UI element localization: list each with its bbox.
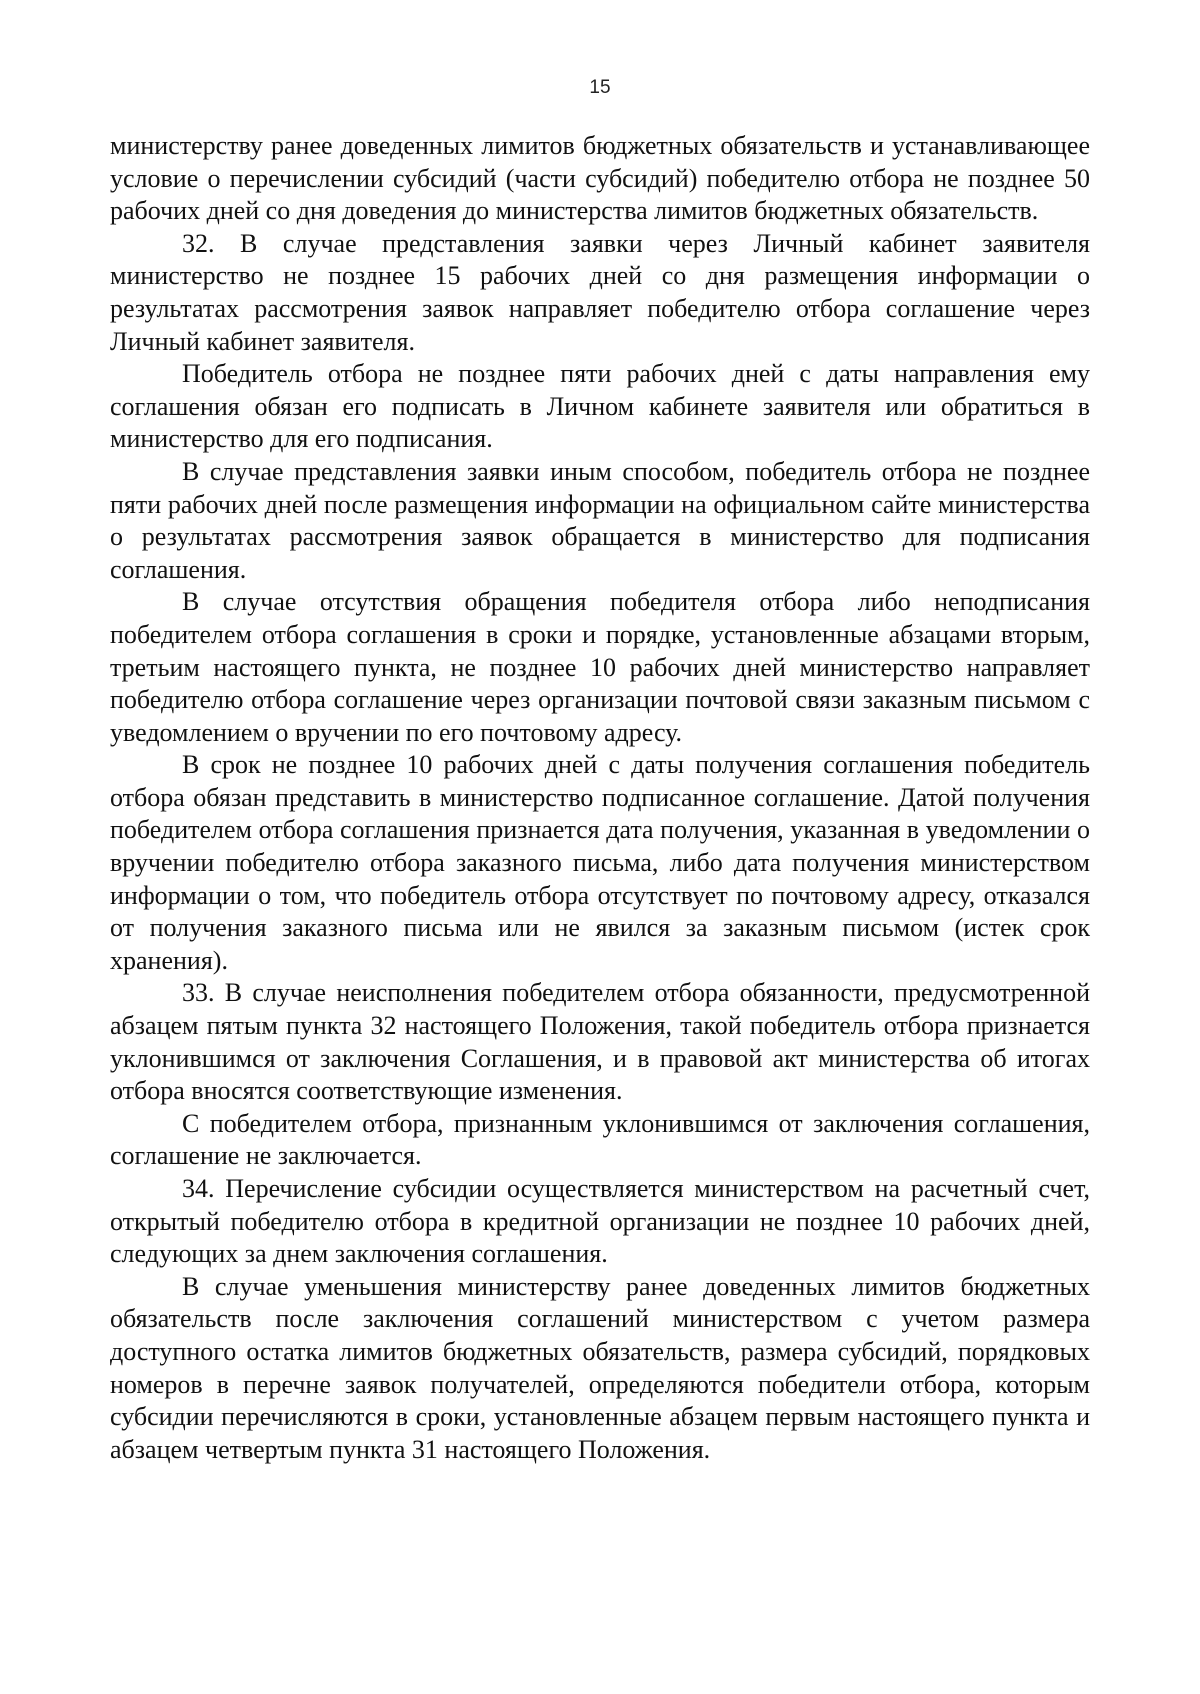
page-number: 15 xyxy=(589,77,611,98)
paragraph-continuation: министерству ранее доведенных лимитов бюджетных обязательств и устанавливающее условие о перечислении субсидий (части субсидий) победителю отбора не позднее 50 рабочих дней со дня доведения до министерства лимитов бюджетных обязательств. xyxy=(110,131,1090,226)
paragraph-item-33: 33. В случае неисполнения победителем отбора обязанности, предусмотренной абзацем пятым пункта 32 настоящего Положения, такой победитель отбора признается уклонившимся от заключения Соглашения, и в правовой акт министерства об итогах отбора вносятся соответствующие изменения. xyxy=(110,978,1090,1106)
paragraph-signing-deadline: Победитель отбора не позднее пяти рабочих дней с даты направления ему соглашения обязан его подписать в Личном кабинете заявителя или обратиться в министерство для его подписания. xyxy=(110,359,1090,454)
paragraph-item-32: 32. В случае представления заявки через Личный кабинет заявителя министерство не позднее 15 рабочих дней со дня размещения информации о результатах рассмотрения заявок направляет победителю отбора соглашение через Личный кабинет заявителя. xyxy=(110,228,1090,356)
paragraph-no-agreement: С победителем отбора, признанным уклонившимся от заключения соглашения, соглашение не заключается. xyxy=(110,1108,1090,1171)
paragraph-return-signed: В срок не позднее 10 рабочих дней с даты получения соглашения победитель отбора обязан представить в министерство подписанное соглашение. Датой получения победителем отбора соглашения признается дата получения, указанная в уведомлении о вручении победителю отбора заказного письма, либо дата получения министерством информации о том, что победитель отбора отсутствует по почтовому адресу, отказался от получения заказного письма или не явился за заказным письмом (истек срок хранения). xyxy=(110,750,1090,975)
document-body xyxy=(110,130,1090,1466)
paragraph-other-submission: В случае представления заявки иным способом, победитель отбора не позднее пяти рабочих дней после размещения информации на официальном сайте министерства о результатах рассмотрения заявок обращается в министерство для подписания соглашения. xyxy=(110,456,1090,584)
paragraph-item-34: 34. Перечисление субсидии осуществляется министерством на расчетный счет, открытый победителю отбора в кредитной организации не позднее 10 рабочих дней, следующих за днем заключения соглашения. xyxy=(110,1174,1090,1269)
paragraph-limits-reduction: В случае уменьшения министерству ранее доведенных лимитов бюджетных обязательств после заключения соглашений министерством с учетом размера доступного остатка лимитов бюджетных обязательств, размера субсидий, порядковых номеров в перечне заявок получателей, определяются победители отбора, которым субсидии перечисляются в сроки, установленные абзацем первым настоящего пункта и абзацем четвертым пункта 31 настоящего Положения. xyxy=(110,1271,1090,1464)
paragraph-postal-delivery: В случае отсутствия обращения победителя отбора либо неподписания победителем отбора соглашения в сроки и порядке, установленные абзацами вторым, третьим настоящего пункта, не позднее 10 рабочих дней министерство направляет победителю отбора соглашение через организации почтовой связи заказным письмом с уведомлением о вручении по его почтовому адресу. xyxy=(110,587,1090,747)
